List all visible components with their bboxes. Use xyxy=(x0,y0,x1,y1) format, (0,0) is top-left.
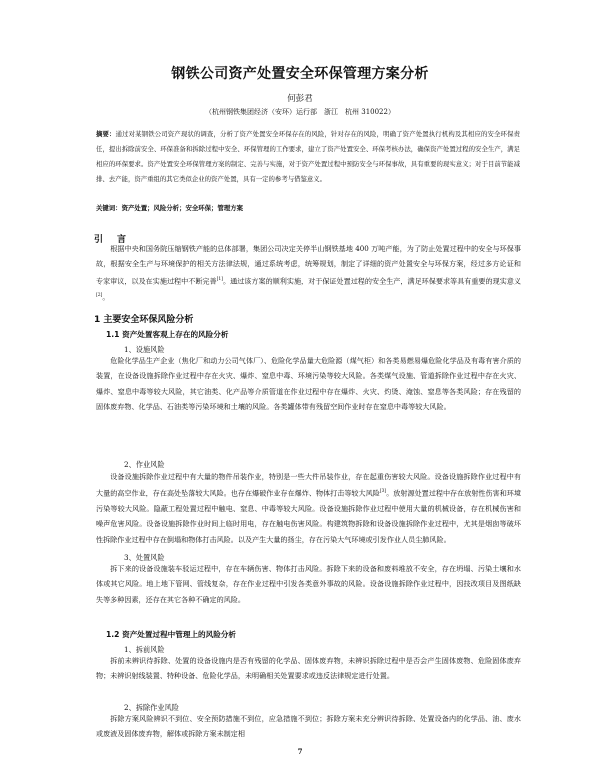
work-risk-paragraph xyxy=(96,469,521,547)
work-risk-ref: [3] xyxy=(379,489,387,495)
paper-title: 钢铁公司资产处置安全环保管理方案分析 xyxy=(171,66,429,82)
before-risk-paragraph: 拆前未辨识待拆除、处置的设备设施内是否有残留的化学品、固体废弃物，未辨识拆除过程中是否会产生固体废物、危险固体废弃物；未辨识射线装置、特种设备、危险化学品，未明确相关处置要求或违反法律规定进行处置。 xyxy=(96,656,521,681)
intro-heading: 引言 xyxy=(94,235,141,245)
affiliation: （杭州钢铁集团经济（安环）运行部 浙江 杭州 310022） xyxy=(205,108,395,116)
work-risk-text-1: 设备设施拆除作业过程中有大量的物件吊装作业，特别是一些大件吊装作业，存在起重伤害较大风险。设备设施拆除作业过程中有大量的高空作业，存在高处坠落较大风险。也存在爆破作业存在爆炸、物体打击等较大风险 xyxy=(96,472,521,498)
device-risk-heading: 1、设施风险 xyxy=(124,345,165,354)
during-risk-heading: 2、拆除作业风险 xyxy=(124,703,179,712)
intro-ref-1: [1] xyxy=(216,276,223,282)
page-number: 7 xyxy=(297,747,303,756)
before-risk-heading: 1、拆前风险 xyxy=(124,645,165,654)
work-risk-heading: 2、作业风险 xyxy=(124,460,165,469)
work-risk-text-2: 。放射源处置过程中存在放射性伤害和环境污染等较大风险。隐蔽工程处置过程中触电、窒息、中毒等较大风险。设备设施拆除作业过程中使用大量的机械设备，存在机械伤害和噪声危害风险。设备设施拆除作业时间上临时用电，存在触电伤害风险。构建筑物拆除和设备设施拆除作业过程中，尤其是烟囱等破坏性拆除作业过程中存在倒塌和物体打击风险。以及产生大量的扬尘，存在污染大气环境或引发作业人员尘肺风险。 xyxy=(96,488,521,544)
intro-text-3: 。 xyxy=(102,292,110,302)
intro-ref-2: [2] xyxy=(96,293,103,299)
abstract xyxy=(96,127,520,187)
intro-text-2: 。通过该方案的顺利实施，对于保证处置过程的安全生产，满足环保要求等具有重要的现实意义 xyxy=(223,275,522,285)
keywords-label: 关键词： xyxy=(96,204,122,212)
author: 何彭君 xyxy=(287,94,313,104)
keywords xyxy=(96,203,520,212)
device-risk-paragraph: 危险化学品生产企业（焦化厂和动力公司气体厂）、危险化学品量大危险源（煤气柜）和各类易燃易爆危险化学品及有毒有害介质的装置，在设备设施拆除作业过程中存在火灾、爆炸、窒息中毒、环境污染等较大风险。各类煤气设施、管道拆除作业过程中存在火灾、爆炸、窒息中毒等较大风险，其它油类、化产品等介质管道在作业过程中存在爆炸、火灾、灼烫、淹蚀、窒息等各类风险；存在残留的固体废弃物、化学品、石油类等污染环境和土壤的风险。各类罐体带有残留空间作业时存在窒息中毒等较大风险。 xyxy=(96,356,521,411)
abstract-label: 摘要： xyxy=(96,130,116,138)
dispose-risk-paragraph: 拆下来的设备设施装车驳运过程中，存在车辆伤害、物体打击风险。拆除下来的设备和废料堆放不安全，存在坍塌、污染土壤和水体或其它风险。地上地下管网、管线复杂，存在作业过程中引发各类意外事故的风险。设备设施拆除作业过程中，因技改项目及图纸缺失等多种因素，还存在其它各种不确定的风险。 xyxy=(96,564,521,604)
intro-text-1: 根据中央和国务院压缩钢铁产能的总体部署，集团公司决定关停半山钢铁基地 400 万吨产能，为了防止处置过程中的安全与环保事故，根据安全生产与环境保护的相关方法律法规，通过系统考虑，统筹规划，制定了详细的资产处置安全与环保方案，经过多方论证和专家审议，以及在实施过程中不断完善 xyxy=(96,244,521,285)
intro-paragraph xyxy=(96,241,521,305)
during-risk-paragraph: 拆除方案风险辨识不到位、安全预防措施不到位，应急措施不到位；拆除方案未充分辨识待拆除、处置设备内的化学品、油、废水或废液及固体废弃物，解体或拆除方案未制定相 xyxy=(96,714,521,739)
section-1-2-heading: 1.2 资产处置过程中管理上的风险分析 xyxy=(106,630,237,639)
dispose-risk-heading: 3、处置风险 xyxy=(124,553,165,562)
section-1-heading: 1 主要安全环保风险分析 xyxy=(94,315,194,325)
section-1-1-heading: 1.1 资产处置客观上存在的风险分析 xyxy=(106,330,229,339)
abstract-text: 通过对某钢铁公司资产现状的调查，分析了资产处置安全环保存在的风险，针对存在的风险，明确了资产处置执行机构及其相应的安全环保责任，提出拆除前安全、环保准备和拆除过程中安全、环保管理的工作要求，建立了资产处置安全、环保考核办法，确保资产处置过程的安全生产，满足相应的环保要求。资产处置安全环保管理方案的制定、完善与实施，对于资产处置过程中预防安全与环保事故，具有重要的现实意义；对于目前节能减排、去产能，资产重组的其它类似企业的资产处置，具有一定的参考与借鉴意义。 xyxy=(96,130,520,183)
keywords-text: 资产处置；风险分析；安全环保；管理方案 xyxy=(121,204,243,212)
